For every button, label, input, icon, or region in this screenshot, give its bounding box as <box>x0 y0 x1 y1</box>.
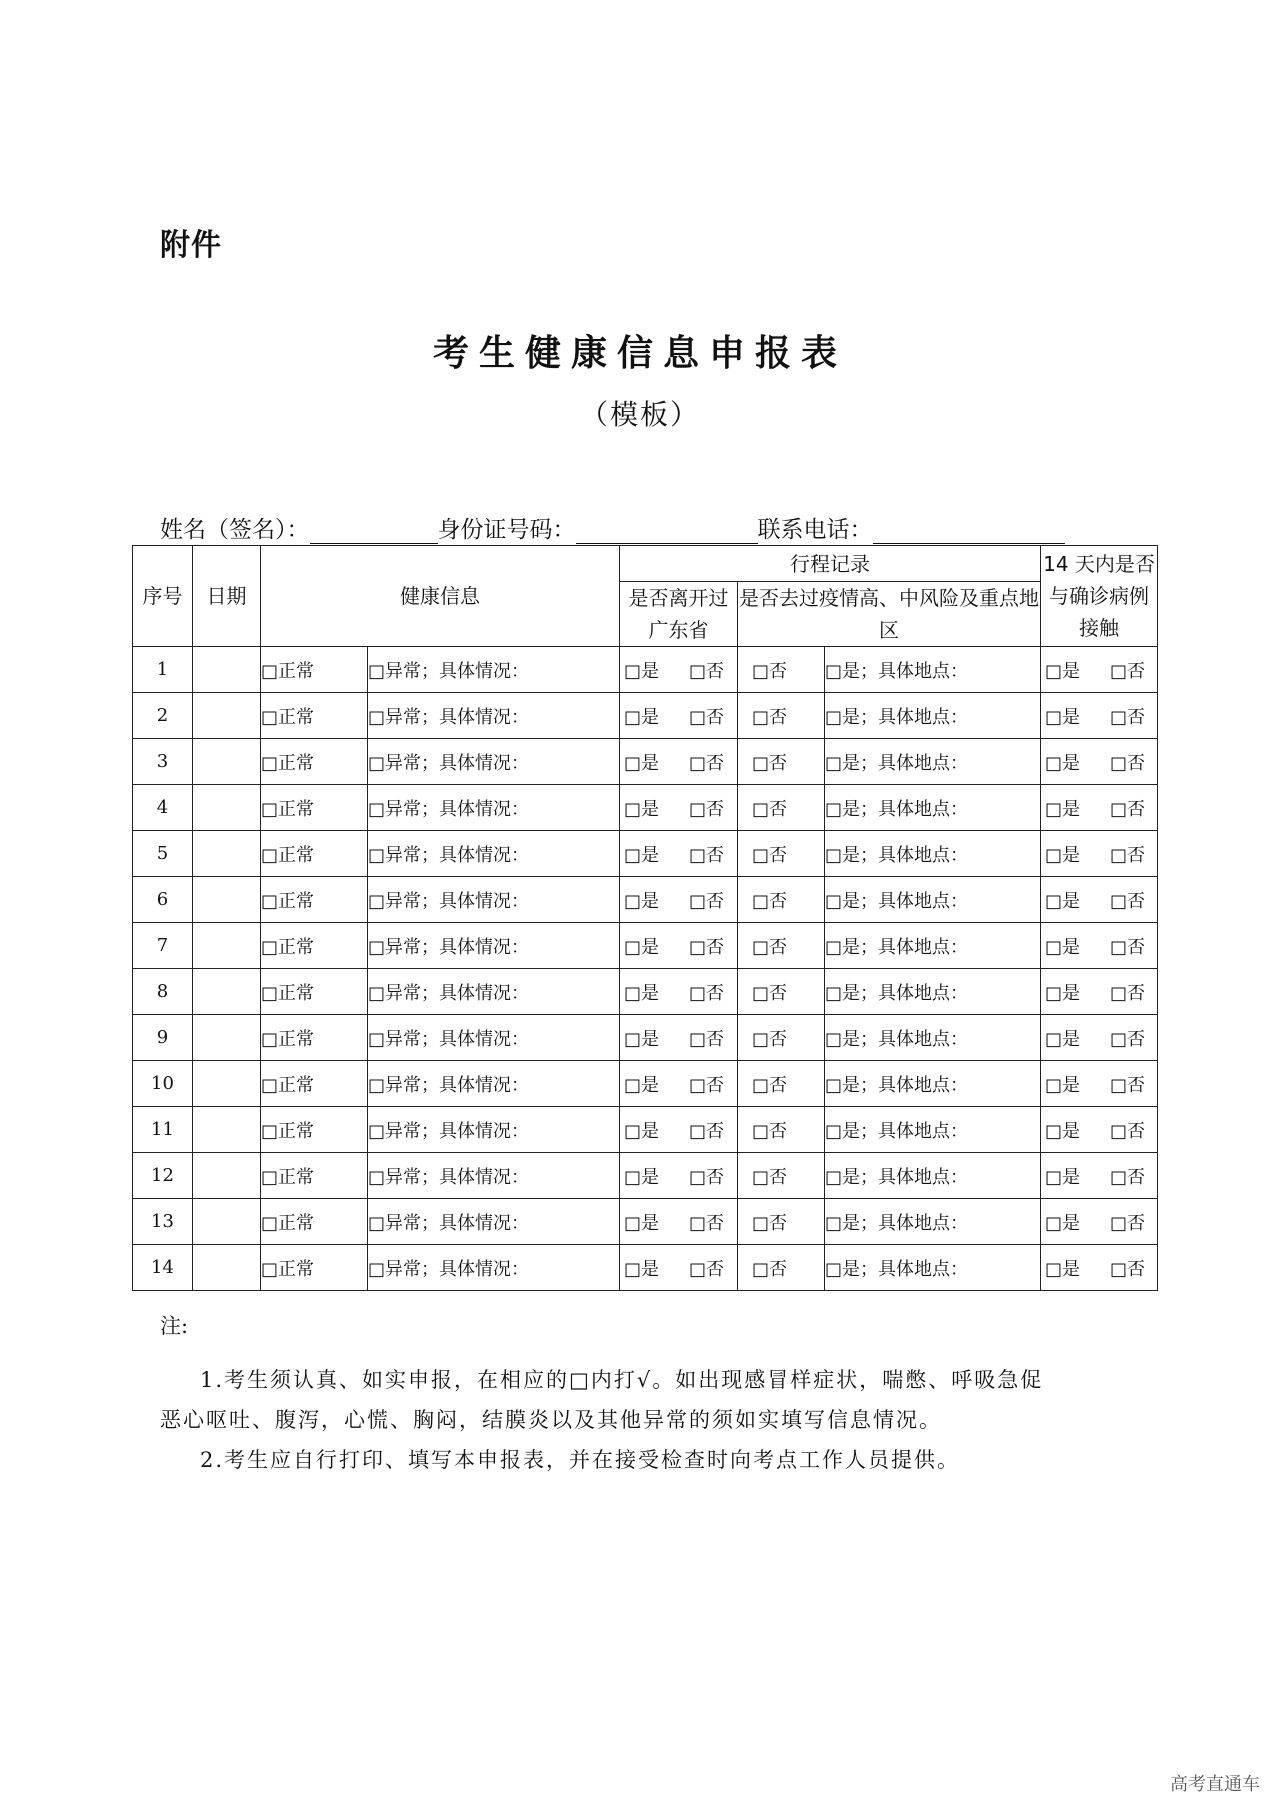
left-gd-no-checkbox[interactable]: □否 <box>689 706 725 728</box>
table-row <box>133 969 1158 1015</box>
left-gd-no-checkbox[interactable]: □否 <box>689 1028 725 1050</box>
row-seq: 14 <box>133 1245 193 1291</box>
date-cell[interactable] <box>193 877 261 923</box>
date-cell[interactable] <box>193 1199 261 1245</box>
row-seq: 11 <box>133 1107 193 1153</box>
contact-no-checkbox[interactable]: □否 <box>1110 1028 1146 1050</box>
normal-checkbox[interactable]: □正常 <box>261 844 315 866</box>
left-gd-no-checkbox[interactable]: □否 <box>689 982 725 1004</box>
row-seq: 13 <box>133 1199 193 1245</box>
risk-area-yes-checkbox[interactable]: □是；具体地点： <box>825 936 969 958</box>
abnormal-checkbox[interactable]: □异常；具体情况： <box>368 660 530 682</box>
contact-no-checkbox[interactable]: □否 <box>1110 1074 1146 1096</box>
table-row <box>133 693 1158 739</box>
normal-checkbox[interactable]: □正常 <box>261 890 315 912</box>
left-gd-yes-checkbox[interactable]: □是 <box>624 706 660 728</box>
header-date: 日期 <box>193 546 261 647</box>
contact-yes-checkbox[interactable]: □是 <box>1045 1074 1081 1096</box>
date-cell[interactable] <box>193 1015 261 1061</box>
risk-area-yes-checkbox[interactable]: □是；具体地点： <box>825 1120 969 1142</box>
date-cell[interactable] <box>193 969 261 1015</box>
risk-area-yes-checkbox[interactable]: □是；具体地点： <box>825 844 969 866</box>
contact-yes-checkbox[interactable]: □是 <box>1045 844 1081 866</box>
left-gd-yes-checkbox[interactable]: □是 <box>624 1120 660 1142</box>
risk-area-yes-checkbox[interactable]: □是；具体地点： <box>825 982 969 1004</box>
health-declaration-table <box>132 545 1158 1291</box>
table-row <box>133 831 1158 877</box>
contact-yes-checkbox[interactable]: □是 <box>1045 798 1081 820</box>
attachment-label: 附件 <box>160 228 222 263</box>
left-gd-no-checkbox[interactable]: □否 <box>689 1166 725 1188</box>
risk-area-no-checkbox[interactable]: □否 <box>752 660 788 682</box>
table-row <box>133 785 1158 831</box>
contact-no-checkbox[interactable]: □否 <box>1110 1166 1146 1188</box>
header-contact: 14 天内是否与确诊病例接触 <box>1041 546 1158 647</box>
table-row <box>133 1061 1158 1107</box>
abnormal-checkbox[interactable]: □异常；具体情况： <box>368 1166 530 1188</box>
contact-no-checkbox[interactable]: □否 <box>1110 1258 1146 1280</box>
risk-area-no-checkbox[interactable]: □否 <box>752 1074 788 1096</box>
contact-no-checkbox[interactable]: □否 <box>1110 798 1146 820</box>
table-row <box>133 1245 1158 1291</box>
id-label: 身份证号码： <box>437 517 576 543</box>
risk-area-yes-checkbox[interactable]: □是；具体地点： <box>825 660 969 682</box>
header-travel: 行程记录 <box>620 546 1041 582</box>
contact-no-checkbox[interactable]: □否 <box>1110 706 1146 728</box>
risk-area-yes-checkbox[interactable]: □是；具体地点： <box>825 706 969 728</box>
note-item-2: 2.考生应自行打印、填写本申报表，并在接受检查时向考点工作人员提供。 <box>200 1448 961 1472</box>
header-risk-area: 是否去过疫情高、中风险及重点地区 <box>738 582 1041 647</box>
contact-yes-checkbox[interactable]: □是 <box>1045 890 1081 912</box>
left-gd-yes-checkbox[interactable]: □是 <box>624 1166 660 1188</box>
contact-yes-checkbox[interactable]: □是 <box>1045 1212 1081 1234</box>
risk-area-yes-checkbox[interactable]: □是；具体地点： <box>825 752 969 774</box>
left-gd-no-checkbox[interactable]: □否 <box>689 1074 725 1096</box>
risk-area-no-checkbox[interactable]: □否 <box>752 890 788 912</box>
abnormal-checkbox[interactable]: □异常；具体情况： <box>368 798 530 820</box>
contact-yes-checkbox[interactable]: □是 <box>1045 1028 1081 1050</box>
date-cell[interactable] <box>193 647 261 693</box>
header-health: 健康信息 <box>261 546 620 647</box>
normal-checkbox[interactable]: □正常 <box>261 798 315 820</box>
left-gd-no-checkbox[interactable]: □否 <box>689 660 725 682</box>
table-row <box>133 1153 1158 1199</box>
table-row <box>133 739 1158 785</box>
contact-yes-checkbox[interactable]: □是 <box>1045 1120 1081 1142</box>
notes-heading: 注: <box>160 1314 189 1338</box>
risk-area-yes-checkbox[interactable]: □是；具体地点： <box>825 1166 969 1188</box>
left-gd-yes-checkbox[interactable]: □是 <box>624 660 660 682</box>
date-cell[interactable] <box>193 785 261 831</box>
left-gd-yes-checkbox[interactable]: □是 <box>624 752 660 774</box>
row-seq: 9 <box>133 1015 193 1061</box>
risk-area-yes-checkbox[interactable]: □是；具体地点： <box>825 1074 969 1096</box>
normal-checkbox[interactable]: □正常 <box>261 660 315 682</box>
contact-no-checkbox[interactable]: □否 <box>1110 660 1146 682</box>
left-gd-no-checkbox[interactable]: □否 <box>689 1120 725 1142</box>
header-left-guangdong: 是否离开过广东省 <box>620 582 738 647</box>
risk-area-yes-checkbox[interactable]: □是；具体地点： <box>825 798 969 820</box>
abnormal-checkbox[interactable]: □异常；具体情况： <box>368 706 530 728</box>
normal-checkbox[interactable]: □正常 <box>261 752 315 774</box>
risk-area-no-checkbox[interactable]: □否 <box>752 936 788 958</box>
notes-section <box>160 1310 1043 1478</box>
row-seq: 6 <box>133 877 193 923</box>
contact-no-checkbox[interactable]: □否 <box>1110 1120 1146 1142</box>
risk-area-yes-checkbox[interactable]: □是；具体地点： <box>825 890 969 912</box>
risk-area-no-checkbox[interactable]: □否 <box>752 1166 788 1188</box>
risk-area-no-checkbox[interactable]: □否 <box>752 844 788 866</box>
row-seq: 5 <box>133 831 193 877</box>
left-gd-yes-checkbox[interactable]: □是 <box>624 1028 660 1050</box>
form-title: 考生健康信息申报表 <box>432 332 847 374</box>
date-cell[interactable] <box>193 831 261 877</box>
risk-area-no-checkbox[interactable]: □否 <box>752 1120 788 1142</box>
normal-checkbox[interactable]: □正常 <box>261 1258 315 1280</box>
abnormal-checkbox[interactable]: □异常；具体情况： <box>368 1120 530 1142</box>
table-row <box>133 647 1158 693</box>
risk-area-yes-checkbox[interactable]: □是；具体地点： <box>825 1028 969 1050</box>
left-gd-no-checkbox[interactable]: □否 <box>689 798 725 820</box>
date-cell[interactable] <box>193 1107 261 1153</box>
date-cell[interactable] <box>193 1245 261 1291</box>
date-cell[interactable] <box>193 923 261 969</box>
row-seq: 8 <box>133 969 193 1015</box>
date-cell[interactable] <box>193 1153 261 1199</box>
date-cell[interactable] <box>193 693 261 739</box>
normal-checkbox[interactable]: □正常 <box>261 936 315 958</box>
risk-area-no-checkbox[interactable]: □否 <box>752 752 788 774</box>
name-label: 姓名（签名）： <box>160 517 310 543</box>
note-item-1: 1.考生须认真、如实申报，在相应的□内打√。如出现感冒样症状，喘憋、呼吸急促 <box>200 1368 1044 1392</box>
phone-label: 联系电话： <box>757 517 873 543</box>
left-gd-no-checkbox[interactable]: □否 <box>689 1258 725 1280</box>
table-row <box>133 923 1158 969</box>
contact-no-checkbox[interactable]: □否 <box>1110 890 1146 912</box>
contact-no-checkbox[interactable]: □否 <box>1110 752 1146 774</box>
risk-area-no-checkbox[interactable]: □否 <box>752 1028 788 1050</box>
contact-yes-checkbox[interactable]: □是 <box>1045 1258 1081 1280</box>
contact-no-checkbox[interactable]: □否 <box>1110 844 1146 866</box>
form-subtitle: （模板） <box>579 398 700 431</box>
left-gd-yes-checkbox[interactable]: □是 <box>624 844 660 866</box>
table-row <box>133 1199 1158 1245</box>
abnormal-checkbox[interactable]: □异常；具体情况： <box>368 1074 530 1096</box>
abnormal-checkbox[interactable]: □异常；具体情况： <box>368 936 530 958</box>
risk-area-no-checkbox[interactable]: □否 <box>752 1212 788 1234</box>
table-row <box>133 877 1158 923</box>
abnormal-checkbox[interactable]: □异常；具体情况： <box>368 1258 530 1280</box>
left-gd-yes-checkbox[interactable]: □是 <box>624 798 660 820</box>
abnormal-checkbox[interactable]: □异常；具体情况： <box>368 890 530 912</box>
risk-area-no-checkbox[interactable]: □否 <box>752 706 788 728</box>
contact-yes-checkbox[interactable]: □是 <box>1045 982 1081 1004</box>
left-gd-no-checkbox[interactable]: □否 <box>689 1212 725 1234</box>
row-seq: 1 <box>133 647 193 693</box>
risk-area-no-checkbox[interactable]: □否 <box>752 798 788 820</box>
table-row <box>133 1015 1158 1061</box>
left-gd-no-checkbox[interactable]: □否 <box>689 844 725 866</box>
contact-no-checkbox[interactable]: □否 <box>1110 982 1146 1004</box>
contact-yes-checkbox[interactable]: □是 <box>1045 660 1081 682</box>
left-gd-yes-checkbox[interactable]: □是 <box>624 890 660 912</box>
header-seq: 序号 <box>133 546 193 647</box>
row-seq: 4 <box>133 785 193 831</box>
row-seq: 2 <box>133 693 193 739</box>
normal-checkbox[interactable]: □正常 <box>261 1212 315 1234</box>
applicant-info-line <box>160 510 1065 544</box>
contact-no-checkbox[interactable]: □否 <box>1110 1212 1146 1234</box>
normal-checkbox[interactable]: □正常 <box>261 1074 315 1096</box>
contact-yes-checkbox[interactable]: □是 <box>1045 936 1081 958</box>
abnormal-checkbox[interactable]: □异常；具体情况： <box>368 844 530 866</box>
abnormal-checkbox[interactable]: □异常；具体情况： <box>368 752 530 774</box>
note-item-1-continued: 恶心呕吐、腹泻，心慌、胸闷，结膜炎以及其他异常的须如实填写信息情况。 <box>160 1408 942 1432</box>
id-field[interactable] <box>576 515 758 544</box>
abnormal-checkbox[interactable]: □异常；具体情况： <box>368 1212 530 1234</box>
normal-checkbox[interactable]: □正常 <box>261 1120 315 1142</box>
risk-area-yes-checkbox[interactable]: □是；具体地点： <box>825 1258 969 1280</box>
normal-checkbox[interactable]: □正常 <box>261 982 315 1004</box>
name-field[interactable] <box>310 515 438 544</box>
row-seq: 10 <box>133 1061 193 1107</box>
left-gd-no-checkbox[interactable]: □否 <box>689 752 725 774</box>
normal-checkbox[interactable]: □正常 <box>261 706 315 728</box>
date-cell[interactable] <box>193 739 261 785</box>
normal-checkbox[interactable]: □正常 <box>261 1028 315 1050</box>
contact-yes-checkbox[interactable]: □是 <box>1045 752 1081 774</box>
contact-yes-checkbox[interactable]: □是 <box>1045 706 1081 728</box>
risk-area-no-checkbox[interactable]: □否 <box>752 982 788 1004</box>
left-gd-yes-checkbox[interactable]: □是 <box>624 1212 660 1234</box>
left-gd-yes-checkbox[interactable]: □是 <box>624 936 660 958</box>
left-gd-yes-checkbox[interactable]: □是 <box>624 1074 660 1096</box>
normal-checkbox[interactable]: □正常 <box>261 1166 315 1188</box>
left-gd-yes-checkbox[interactable]: □是 <box>624 1258 660 1280</box>
abnormal-checkbox[interactable]: □异常；具体情况： <box>368 1028 530 1050</box>
risk-area-yes-checkbox[interactable]: □是；具体地点： <box>825 1212 969 1234</box>
abnormal-checkbox[interactable]: □异常；具体情况： <box>368 982 530 1004</box>
row-seq: 7 <box>133 923 193 969</box>
left-gd-no-checkbox[interactable]: □否 <box>689 890 725 912</box>
date-cell[interactable] <box>193 1061 261 1107</box>
left-gd-no-checkbox[interactable]: □否 <box>689 936 725 958</box>
row-seq: 3 <box>133 739 193 785</box>
row-seq: 12 <box>133 1153 193 1199</box>
contact-no-checkbox[interactable]: □否 <box>1110 936 1146 958</box>
left-gd-yes-checkbox[interactable]: □是 <box>624 982 660 1004</box>
table-row <box>133 1107 1158 1153</box>
contact-yes-checkbox[interactable]: □是 <box>1045 1166 1081 1188</box>
watermark-text: 高考直通车 <box>1170 1774 1260 1795</box>
risk-area-no-checkbox[interactable]: □否 <box>752 1258 788 1280</box>
phone-field[interactable] <box>873 515 1065 544</box>
